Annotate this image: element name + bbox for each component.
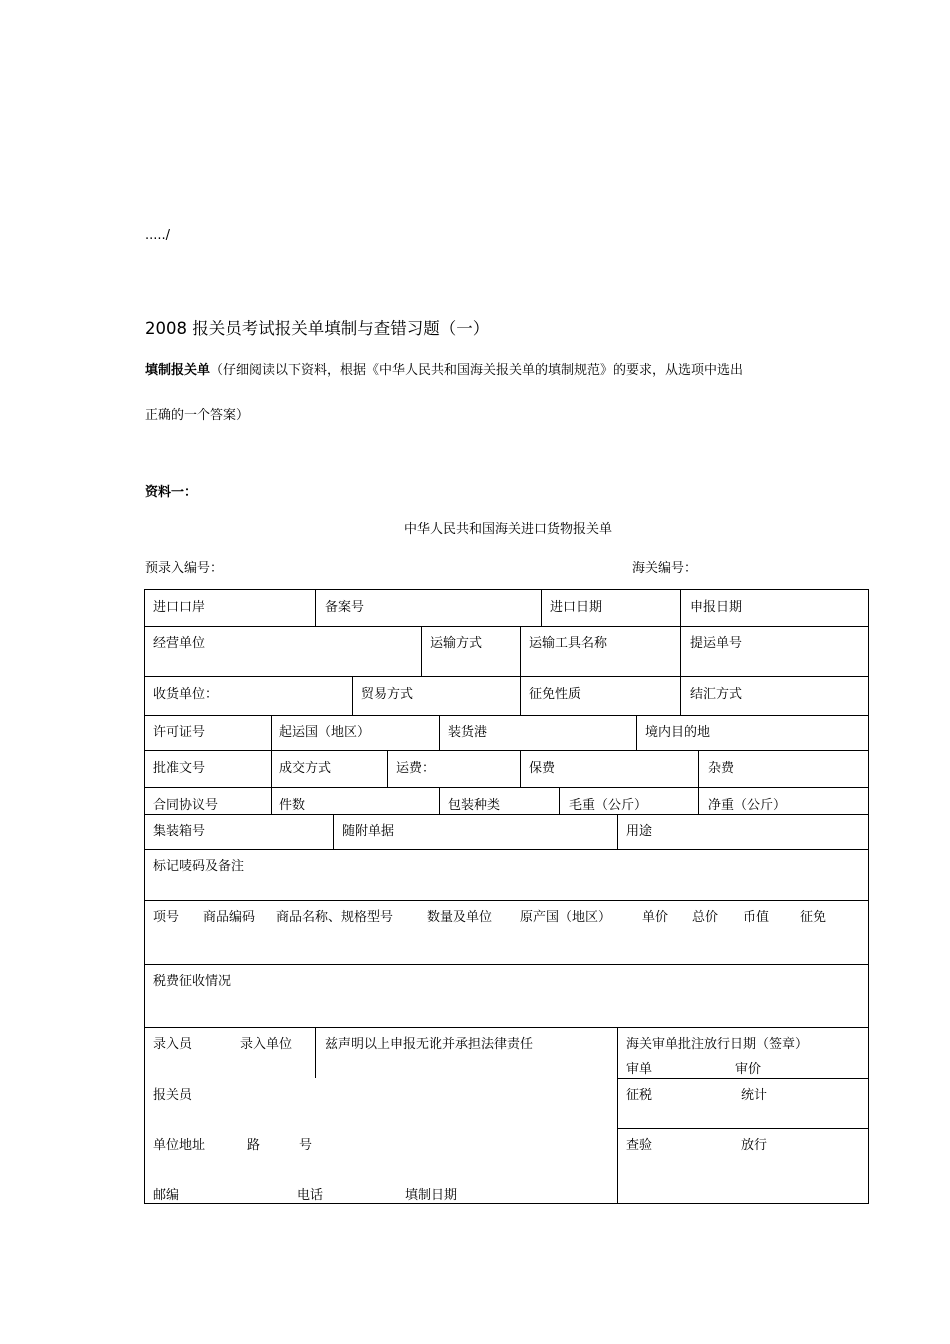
field-freight: 运费： [396,761,436,776]
field-record-no: 备案号 [325,600,365,615]
field-marks-remarks: 标记唛码及备注 [153,859,245,874]
col-divider [698,787,699,814]
field-loading-port: 装货港 [448,725,488,740]
col-divider [680,626,681,676]
field-deal-mode: 成交方式 [279,761,332,776]
field-inspection: 查验 [626,1138,653,1153]
field-operating-unit: 经营单位 [153,636,206,651]
field-consignee: 收货单位： [153,687,219,702]
col-divider [520,626,521,676]
instruction-line-2: 正确的一个答案） [145,408,250,423]
field-attached-docs: 随附单据 [342,824,395,839]
col-divider [315,1027,316,1078]
goods-header-code: 商品编码 [203,910,256,925]
field-license-no: 许可证号 [153,725,206,740]
goods-header-total-price: 总价 [692,910,719,925]
row-divider [145,750,868,751]
col-divider [559,787,560,814]
customs-approval-label: 海关审单批注放行日期（签章） [626,1037,809,1052]
col-divider [271,715,272,750]
col-divider [352,676,353,715]
field-usage: 用途 [626,824,653,839]
field-destination: 境内目的地 [645,725,711,740]
field-levy-nature: 征免性质 [529,687,582,702]
col-divider [680,676,681,715]
field-pricing: 审价 [735,1062,762,1077]
col-divider [698,750,699,787]
goods-header-origin: 原产国（地区） [520,910,612,925]
field-review: 审单 [626,1062,653,1077]
field-gross-weight: 毛重（公斤） [569,798,648,813]
field-pieces: 件数 [279,798,306,813]
col-divider [617,814,618,849]
field-origin-country: 起运国（地区） [279,725,371,740]
field-fill-date: 填制日期 [405,1188,458,1203]
field-import-port: 进口口岸 [153,600,206,615]
col-divider [333,814,334,849]
declaration-form [144,589,869,1204]
form-title: 中华人民共和国海关进口货物报关单 [404,522,613,537]
goods-header-unit-price: 单价 [642,910,669,925]
field-road: 路 [247,1138,261,1153]
field-phone: 电话 [297,1188,324,1203]
pre-entry-number-label: 预录入编号： [145,561,224,576]
field-import-date: 进口日期 [550,600,603,615]
row-divider [145,814,868,815]
field-entry-unit: 录入单位 [240,1037,293,1052]
instruction-text: （仔细阅读以下资料，根据《中华人民共和国海关报关单的填制规范》的要求，从选项中选出 [210,363,744,378]
field-contract-no: 合同协议号 [153,798,219,813]
field-number: 号 [299,1138,313,1153]
row-divider [145,787,868,788]
col-divider [271,787,272,814]
field-vehicle-name: 运输工具名称 [529,636,608,651]
goods-header-currency: 币值 [743,910,770,925]
goods-header-name-spec: 商品名称、规格型号 [276,910,394,925]
col-divider [680,590,681,626]
col-divider [315,590,316,626]
goods-header-levy: 征免 [800,910,827,925]
row-divider [617,1078,868,1079]
field-declarant: 报关员 [153,1088,193,1103]
row-divider [145,715,868,716]
field-settlement: 结汇方式 [690,687,743,702]
field-address: 单位地址 [153,1138,206,1153]
col-divider [421,626,422,676]
ellipsis-text: ...../ [145,228,171,243]
field-statistics: 统计 [741,1088,768,1103]
col-divider [636,715,637,750]
row-divider [145,626,868,627]
field-release: 放行 [741,1138,768,1153]
row-divider [145,964,868,965]
col-divider [439,787,440,814]
material-label: 资料一： [145,485,198,500]
field-bill-no: 提运单号 [690,636,743,651]
row-divider [145,849,868,850]
col-divider [439,715,440,750]
col-divider [520,676,521,715]
col-divider [617,1027,618,1203]
col-divider [387,750,388,787]
row-divider [617,1128,868,1129]
field-insurance: 保费 [529,761,556,776]
field-entry-clerk: 录入员 [153,1037,193,1052]
instruction-bold: 填制报关单 [145,363,211,378]
field-approval-no: 批准文号 [153,761,206,776]
field-misc-fee: 杂费 [708,761,735,776]
col-divider [520,750,521,787]
col-divider [271,750,272,787]
field-tax-status: 税费征收情况 [153,974,232,989]
field-transport-mode: 运输方式 [430,636,483,651]
field-postcode: 邮编 [153,1188,180,1203]
field-levy: 征税 [626,1088,653,1103]
instruction-line-1 [145,359,743,378]
field-container-no: 集装箱号 [153,824,206,839]
field-declare-date: 申报日期 [690,600,743,615]
goods-header-item-no: 项号 [153,910,180,925]
row-divider [145,676,868,677]
row-divider [145,900,868,901]
page-title: 2008 报关员考试报关单填制与查错习题（一） [145,319,490,338]
declaration-statement: 兹声明以上申报无讹并承担法律责任 [325,1037,534,1052]
field-package-type: 包装种类 [448,798,501,813]
col-divider [541,590,542,626]
goods-header-quantity: 数量及单位 [427,910,493,925]
customs-number-label: 海关编号： [632,561,698,576]
field-net-weight: 净重（公斤） [708,798,787,813]
field-trade-mode: 贸易方式 [361,687,414,702]
row-divider [145,1027,868,1028]
